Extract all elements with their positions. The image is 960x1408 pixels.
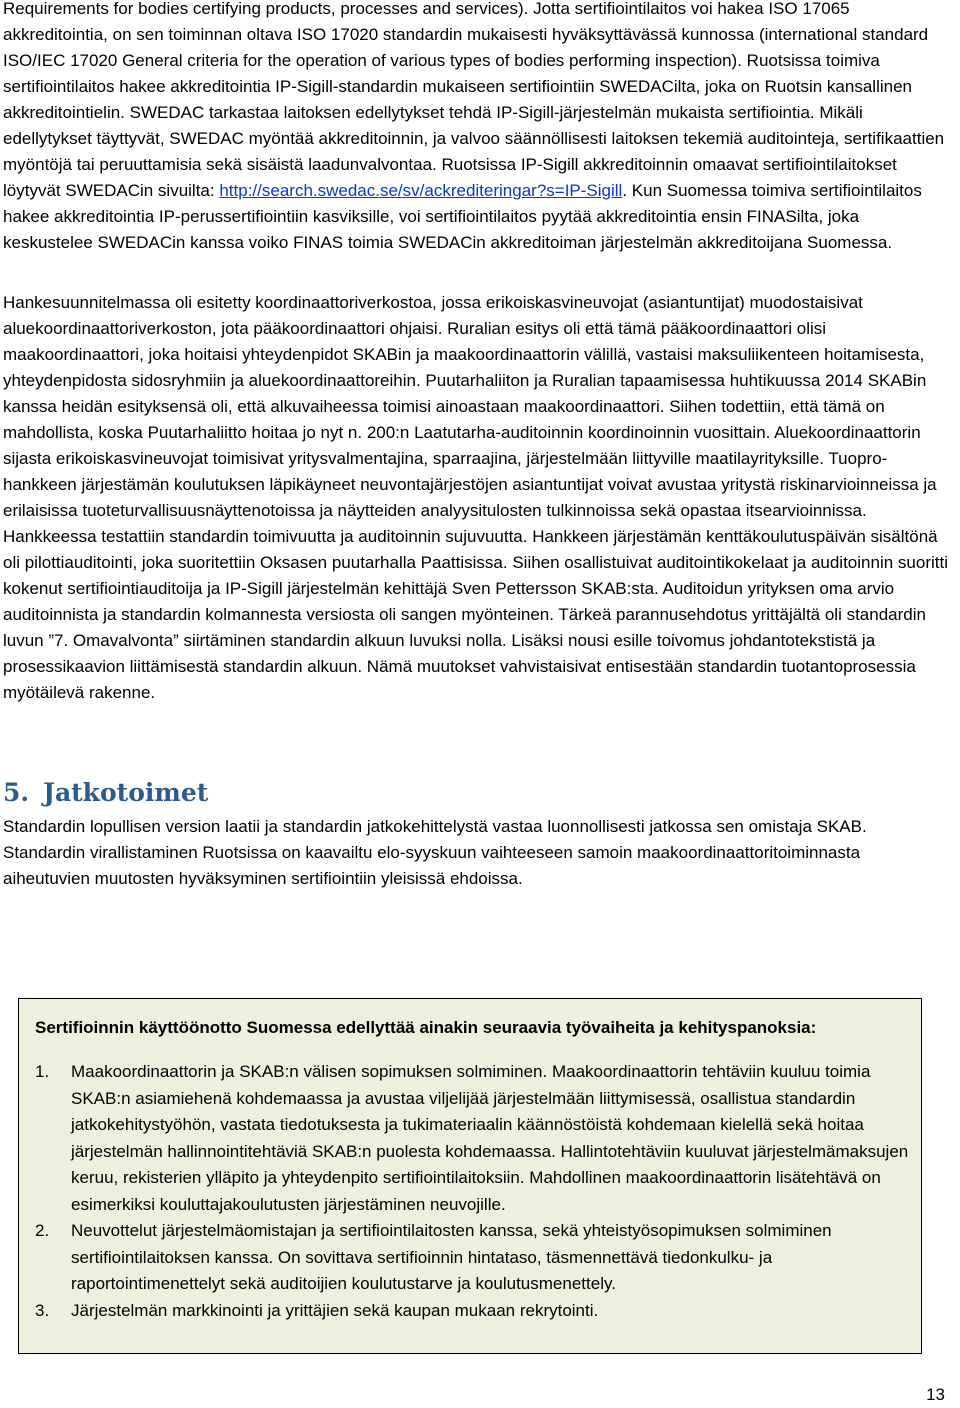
page-number: 13: [926, 1385, 945, 1404]
list-item: [35, 1059, 909, 1218]
list-item: [35, 1218, 909, 1298]
list-item-text: Maakoordinaattorin ja SKAB:n välisen sopimuksen solmiminen. Maakoordinaattorin tehtäviin kuuluu toimia SKAB:n asiamiehenä kohdemaassa ja avustaa viljelijää järjestelmään liittymisessä, osallistua standardin jatkokehitystyöhön, vastata tiedotuksesta ja tukimateriaalin käännöstöistä kohdemaan kielellä sekä hoitaa järjestelmän hallinnointitehtäviä SKAB:n puolesta kohdemaassa. Hallintotehtäviin kuuluvat järjestelmämaksujen keruu, rekisterien ylläpito ja yhteydenpito sertifiointilaitoksiin. Mahdollinen maakoordinaattorin lisätehtävä on esimerkiksi kouluttajakoulutusten järjestäminen neuvojille.: [71, 1062, 909, 1214]
section-number: 5.: [3, 778, 30, 807]
list-item-text: Järjestelmän markkinointi ja yrittäjien sekä kaupan mukaan rekrytointi.: [71, 1300, 599, 1320]
requirements-box: [18, 998, 922, 1354]
list-item-number: 3.: [35, 1300, 50, 1320]
swedac-link[interactable]: http://search.swedac.se/sv/ackrediteringar?s=IP-Sigill: [219, 181, 623, 200]
document-page: [3, 0, 948, 892]
list-item-number: 1.: [35, 1062, 50, 1081]
list-item: [35, 1298, 909, 1325]
requirements-list: [35, 1059, 909, 1324]
paragraph-jatkotoimet: Standardin lopullisen version laatii ja standardin jatkokehittelystä vastaa luonnollisesti jatkossa sen omistaja SKAB. Standardin virallistaminen Ruotsissa on kaavailtu elo-syyskuun vaihteeseen samoin maakoordinaattoritoiminnasta aiheutuvien muutosten hyväksyminen sertifiointiin yleisissä ehdoissa.: [3, 817, 867, 888]
section-title: Jatkotoimet: [43, 778, 209, 807]
requirements-box-title: Sertifioinnin käyttöönotto Suomessa edellyttää ainakin seuraavia työvaiheita ja kehityspanoksia:: [35, 1018, 817, 1037]
paragraph-akkreditointi: [3, 0, 948, 256]
section-heading: [3, 776, 948, 810]
list-item-number: 2.: [35, 1221, 50, 1240]
paragraph-akkreditointi-text: Requirements for bodies certifying products, processes and services). Jotta sertifiointilaitos voi hakea ISO 17065 akkreditointia, on sen toiminnan oltava ISO 17020 standardin mukaisesti hyväksyttävässä kunnossa (international standard ISO/IEC 17020 General criteria for the operation of various types of bodies performing inspection). Ruotsissa toimiva sertifiointilaitos hakee akkreditointia IP-Sigill-standardin mukaiseen sertifiointiin SWEDACilta, joka on Ruotsin kansallinen akkreditointielin. SWEDAC tarkastaa laitoksen edellytykset tehdä IP-Sigill-järjestelmän mukaista sertifiointia. Mikäli edellytykset täyttyvät, SWEDAC myöntää akkreditoinnin, ja valvoo säännöllisesti laitoksen tekemiä auditointeja, sertifikaattien myöntöjä tai peruuttamisia sekä sisäistä laadunvalvontaa. Ruotsissa IP-Sigill akkreditoinnin omaavat sertifiointilaitokset löytyvät SWEDACin sivuilta:: [3, 0, 945, 200]
list-item-text: Neuvottelut järjestelmäomistajan ja sertifiointilaitosten kanssa, sekä yhteistyösopimuksen solmiminen sertifiointilaitoksen kanssa. On sovittava sertifioinnin hintataso, täsmennettävä tiedonkulku- ja raportointimenettelyt sekä auditoijien koulutustarve ja koulutusmenettely.: [71, 1221, 832, 1293]
paragraph-koordinaattoriverkosto: Hankesuunnitelmassa oli esitetty koordinaattoriverkostoa, jossa erikoiskasvineuvojat (asiantuntijat) muodostaisivat aluekoordinaattoriverkoston, jota pääkoordinaattori ohjaisi. Ruralian esitys oli että tämä pääkoordinaattori olisi maakoordinaattori, joka hoitaisi yhteydenpidot SKABin ja maakoordinaattorin välillä, vastaisi maksuliikenteen hoitamisesta, yhteydenpidosta sidosryhmiin ja aluekoordinaattoreihin. Puutarhaliiton ja Ruralian tapaamisessa huhtikuussa 2014 SKABin kanssa heidän esityksensä oli, että alkuvaiheessa toimisi ainoastaan maakoordinaattori. Siihen todettiin, että tämä on mahdollista, koska Puutarhaliitto hoitaa jo nyt n. 200:n Laatutarha-auditoinnin koordinoinnin vuosittain. Aluekoordinaattorin sijasta erikoiskasvineuvojat toimisivat yritysvalmentajina, sparraajina, järjestelmään liittyville maatilayrityksille. Tuopro-hankkeen järjestämän koulutuksen läpikäyneet neuvontajärjestöjen asiantuntijat voivat avustaa yritystä riskinarvioinneissa ja erilaisissa tuoteturvallisuusnäyttenotoissa ja näytteiden analyysitulosten tulkinnoissa sekä opastaa itsearvioinnissa. Hankkeessa testattiin standardin toimivuutta ja auditoinnin sujuvuutta. Hankkeen järjestämän kenttäkoulutuspäivän sisältönä oli pilottiauditointi, joka suoritettiin Oksasen puutarhalla Paattisissa. Siihen osallistuivat auditointikokelaat ja auditoinnin suoritti kokenut sertifiointiauditoija ja IP-Sigill järjestelmän kehittäjä Sven Pettersson SKAB:sta. Auditoidun yrityksen oma arvio auditoinnista ja standardin kolmannesta versiosta oli sangen myönteinen. Tärkeä parannusehdotus yrittäjältä oli standardin luvun ”7. Omavalvonta” siirtäminen standardin alkuun luvuksi nolla. Lisäksi nousi esille toivomus johdantotekstistä ja prosessikaavion liittämisestä standardin alkuun. Nämä muutokset vahvistaisivat entisestään standardin tuotantoprosessia myötäilevä rakenne.: [3, 293, 948, 702]
paragraph-akkreditointi-text-end: . Kun Suomessa toimiva sertifiointilaitos hakee akkreditointia IP-perussertifiointiin kasviksille, voi sertifiointilaitos pyytää akkreditointia ensin FINASilta, joka keskustelee SWEDACin kanssa voiko FINAS toimia SWEDACin akkreditoiman järjestelmän akkreditoijana Suomessa.: [3, 181, 922, 252]
